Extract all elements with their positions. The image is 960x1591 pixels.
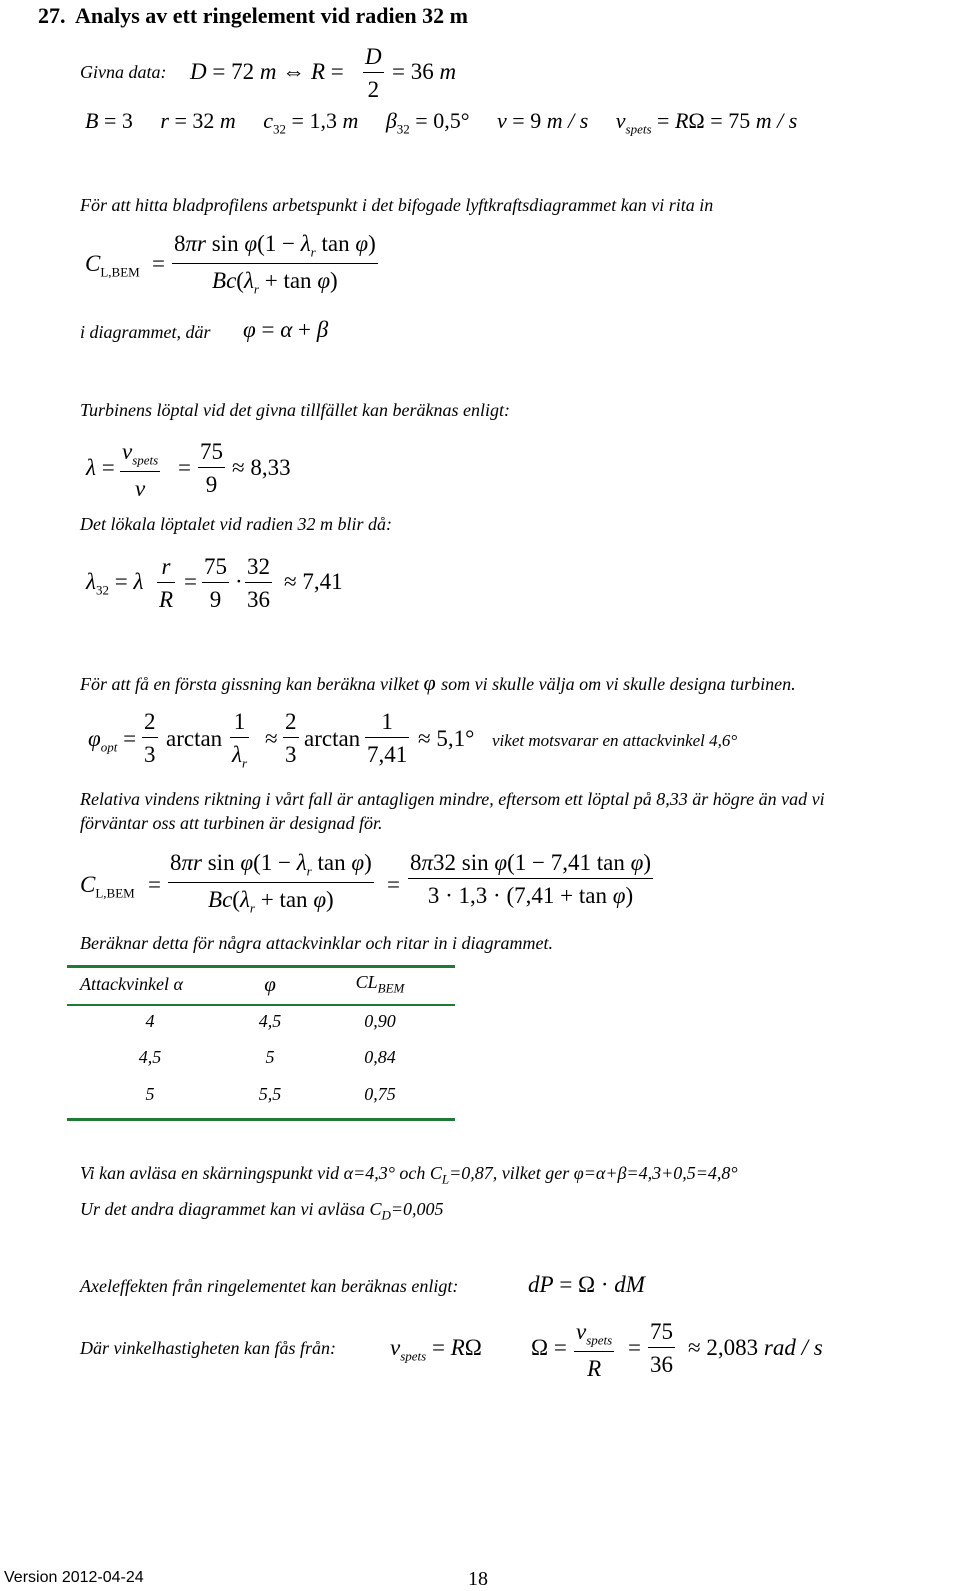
- equals-sign: =: [152, 251, 165, 276]
- intro-text: För att hitta bladprofilens arbetspunkt i det bifogade lyftkraftsdiagrammet kan vi rita in: [80, 195, 714, 215]
- phi-opt-result: ≈ 5,1°: [418, 726, 475, 751]
- 75-over-36-fraction: 75 36: [650, 1319, 673, 1378]
- given-B-value: 3: [121, 108, 133, 133]
- arctan-1: arctan: [166, 726, 223, 751]
- first-guess-text: För att få en första gissning kan beräkna vilket φ som vi skulle välja om vi skulle designa turbinen.: [80, 670, 796, 695]
- table-cell: 4,5: [258, 1011, 282, 1031]
- local-tsr-text: Det lökala löptalet vid radien 32 m blir då:: [80, 514, 392, 534]
- omega-symbol: Ω =: [531, 1335, 567, 1360]
- r-over-R-fraction: r R: [159, 554, 174, 613]
- table-top-rule: [67, 965, 455, 968]
- i-diagrammet-text: i diagrammet, där: [80, 322, 211, 342]
- two-thirds-fraction-b: 2 3: [285, 709, 297, 768]
- equals-sign: =: [148, 872, 161, 897]
- equals-sign: =: [178, 455, 191, 480]
- phi-opt-symbol: $\varphi_{opt}$ =: [88, 726, 137, 755]
- equals-sign: =: [387, 872, 400, 897]
- angular-speed-text: Där vinkelhastigheten kan fås från:: [80, 1338, 336, 1358]
- table-header-attack-angle: Attackvinkel α: [80, 974, 183, 994]
- given-v-value: 9: [530, 108, 542, 133]
- phi-opt-note: viket motsvarar en attackvinkel 4,6°: [492, 731, 738, 750]
- table-cell: 5: [145, 1084, 155, 1104]
- vspets-equation: $v_{spets} = R\Omega$: [390, 1335, 482, 1364]
- table-header-rule: [67, 1004, 455, 1006]
- omega-result: ≈ 2,083 rad / s: [688, 1335, 823, 1360]
- compute-text: Beräknar detta för några attackvinklar och ritar in i diagrammet.: [80, 933, 553, 953]
- cl-bem-symbol-2: $C_{L,BEM}$: [80, 872, 135, 901]
- vspets-over-R-fraction: $v_{spets}$ R: [576, 1319, 613, 1381]
- given-R-equation: = 36 m: [392, 59, 457, 84]
- one-over-741-fraction: 1 7,41: [367, 709, 408, 768]
- given-vspets-value: 75: [728, 108, 751, 133]
- section-title: Analys av ett ringelement vid radien 32 m: [75, 3, 468, 28]
- 32-over-36-fraction: 32 36: [247, 554, 270, 613]
- turbine-tsr-text: Turbinens löptal vid det givna tillfället kan beräknas enligt:: [80, 400, 510, 420]
- cl-bem-symbol-1: $C_{L,BEM}$: [85, 251, 140, 280]
- 75-over-9-fraction: 75 9: [200, 439, 223, 498]
- section-number: 27.: [38, 3, 66, 28]
- lambda32-symbol: $\lambda_{32} = \lambda$: [86, 569, 144, 598]
- table-header-phi: φ: [264, 972, 276, 996]
- table-header-cl-bem: $CL_{BEM}$: [355, 972, 405, 996]
- arctan-2: arctan: [304, 726, 361, 751]
- relative-wind-line-2: förväntar oss att turbinen är designad för.: [80, 813, 383, 833]
- relative-wind-line-1: Relativa vindens riktning i vårt fall är antagligen mindre, eftersom ett löptal på 8,33 är högre än vad vi: [80, 789, 825, 809]
- lambda32-result: ≈ 7,41: [284, 569, 343, 594]
- approx-sign: ≈: [265, 726, 278, 751]
- table-bottom-rule: [67, 1118, 455, 1121]
- given-label: Givna data:: [80, 62, 167, 82]
- lambda-result: ≈ 8,33: [232, 455, 291, 480]
- given-D-value: 72: [231, 59, 255, 84]
- two-thirds-fraction: 2 3: [144, 709, 156, 768]
- 75-over-9-fraction-b: 75 9: [204, 554, 227, 613]
- equals-sign: =: [184, 569, 197, 594]
- given-c32-value: 1,3: [309, 108, 337, 133]
- given-parameters: B = 3 r = 32 m $c_{32} = 1,3$ m $\beta_{32} = 0,5^\circ$ v = 9 m / s $v_{spets} = R\Omega = 75$ m / s: [85, 108, 798, 137]
- table-cell: 4: [145, 1011, 155, 1031]
- D-over-2-fraction: D 2: [365, 44, 382, 103]
- section-heading: [38, 3, 468, 29]
- table-cell: 0,84: [364, 1047, 396, 1067]
- one-over-lambda-fraction: 1 $\lambda_r$: [232, 709, 248, 771]
- intersection-text: Vi kan avläsa en skärningspunkt vid α=4,3° och $C_L=0,87$, vilket ger φ=α+β=4,3+0,5=4,8°: [80, 1163, 738, 1187]
- cl-bem-fraction-2: 8πr $\sin \varphi(1 - \lambda_r$ tan φ) $Bc(\lambda_r + \tan \varphi)$: [170, 850, 372, 916]
- dP-equation: dP = Ω · dM: [528, 1272, 645, 1297]
- given-R-value: 36: [410, 59, 434, 84]
- table-cell: 0,75: [364, 1084, 396, 1104]
- table-cell: 5: [265, 1047, 275, 1067]
- table-cell: 5,5: [258, 1084, 282, 1104]
- lambda-symbol: λ =: [86, 455, 115, 480]
- unit-m: m: [259, 59, 277, 84]
- equals-sign: =: [628, 1335, 641, 1360]
- given-r-value: 32: [192, 108, 215, 133]
- footer-version: Version 2012-04-24: [4, 1569, 144, 1586]
- dot-operator: ·: [235, 569, 243, 594]
- given-D-equation: D = 72 m ⇔ R =: [190, 59, 344, 84]
- page-number: 18: [468, 1568, 488, 1590]
- table-cell: 4,5: [138, 1047, 162, 1067]
- cl-bem-fraction-numeric: 8π32 sin φ(1 − 7,41 tan φ) 3 · 1,3 · (7,41 + tan φ): [410, 850, 651, 909]
- cl-bem-fraction-1: 8πr $\sin \varphi(1 - \lambda_r$ tan φ) $Bc(\lambda_r + \tan \varphi)$: [174, 231, 376, 297]
- given-beta32-value: 0,5°: [433, 108, 470, 133]
- axial-power-text: Axeleffekten från ringelementet kan beräknas enligt:: [80, 1276, 459, 1296]
- phi-definition: φ = α + β: [243, 317, 329, 342]
- cd-read-text: Ur det andra diagrammet kan vi avläsa $C_D=0,005$: [80, 1199, 444, 1223]
- table-cell: 0,90: [364, 1011, 396, 1031]
- vspets-over-v-fraction: $v_{spets}$ v: [122, 439, 159, 501]
